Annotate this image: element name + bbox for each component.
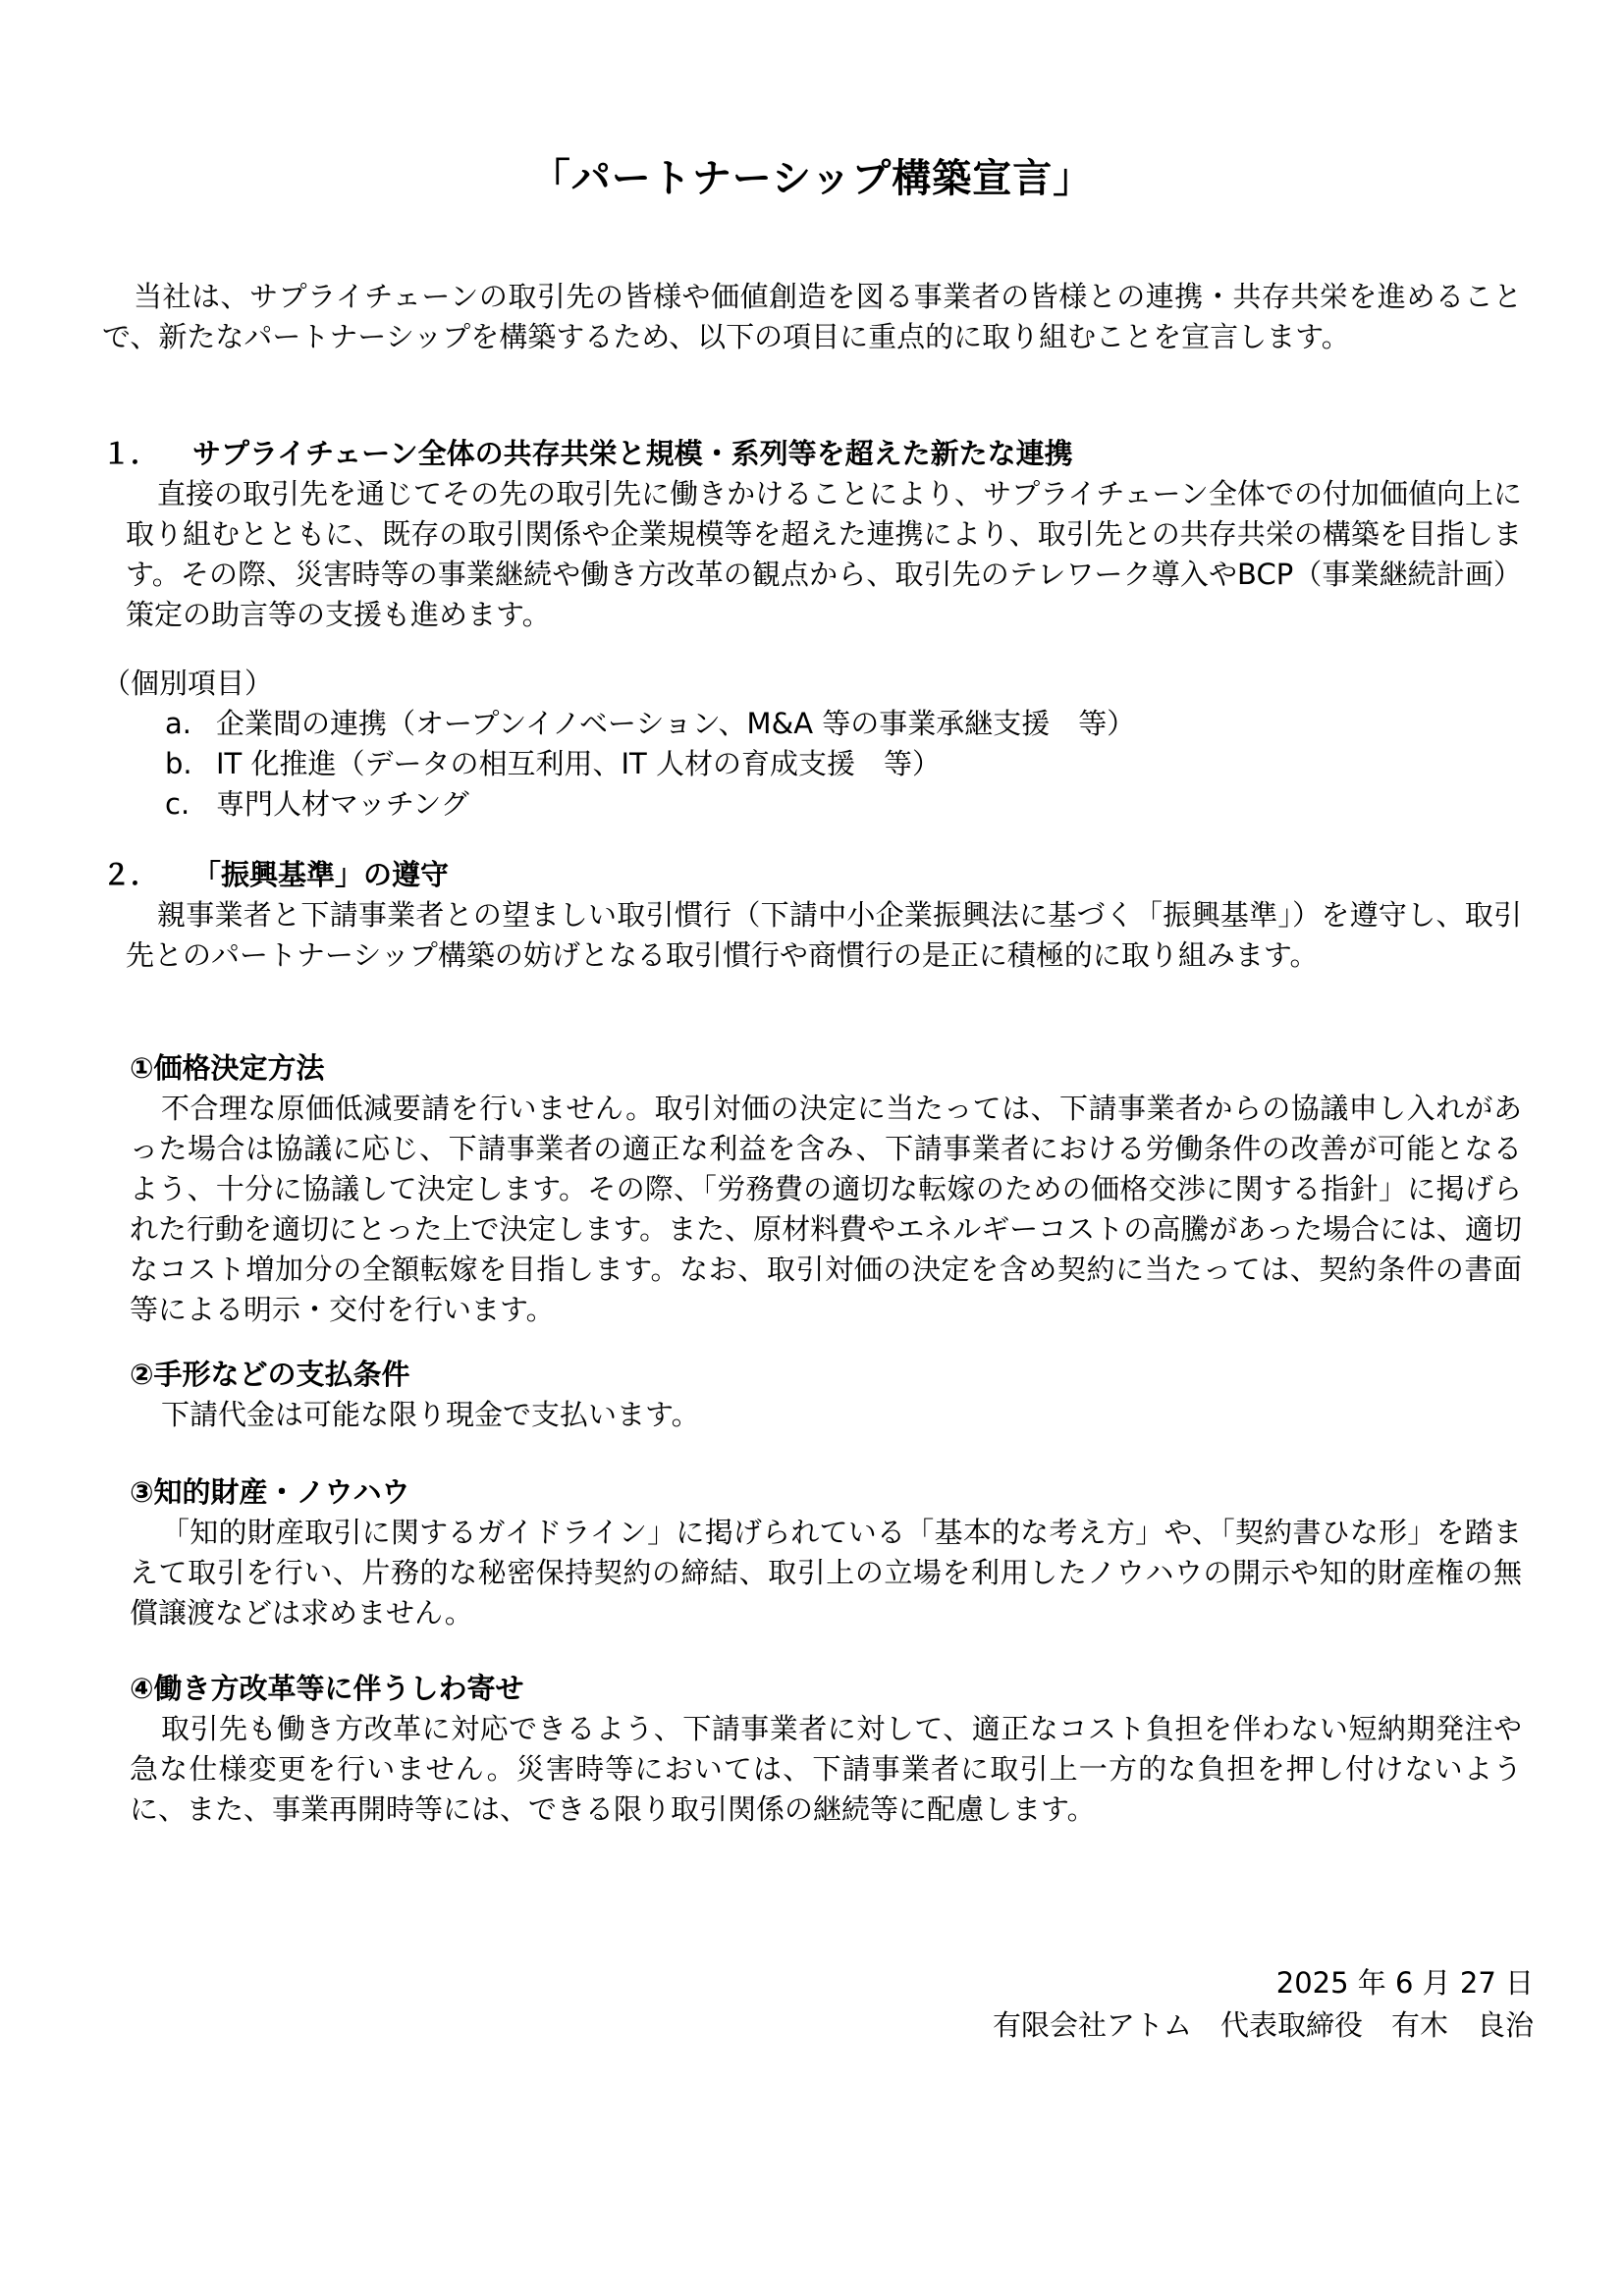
declaration-date: 2025 年 6 月 27 日: [1275, 1966, 1534, 2000]
section1-number: １．: [102, 437, 160, 470]
list-item: [165, 784, 469, 825]
subsection-heading-price: ①価格決定方法: [130, 1051, 325, 1085]
list-item-marker: c.: [165, 787, 190, 821]
signature: 有限会社アトム 代表取締役 有木 良治: [992, 2008, 1534, 2042]
subsection-body-ip: 「知的財産取引に関するガイドライン」に掲げられている「基本的な考え方」や、「契約書ひな形」を踏まえて取引を行い、片務的な秘密保持契約の締結、取引上の立場を利用したノウハウの開示や知的財産権の無償譲渡などは求めません。: [130, 1516, 1522, 1629]
list-item-text: IT 化推進（データの相互利用、IT 人材の育成支援 等）: [216, 747, 941, 780]
list-item-text: 企業間の連携（オープンイノベーション、M&A 等の事業承継支援 等）: [216, 707, 1136, 740]
section1-items-label: （個別項目）: [102, 667, 274, 700]
section2-body: 親事業者と下請事業者との望ましい取引慣行（下請中小企業振興法に基づく「振興基準」）を遵守し、取引先とのパートナーシップ構築の妨げとなる取引慣行や商慣行の是正に積極的に取り組みます。: [126, 898, 1522, 972]
list-item: [165, 704, 1135, 744]
section1-heading: [102, 434, 1073, 474]
subsection-body-workstyle: 取引先も働き方改革に対応できるよう、下請事業者に対して、適正なコスト負担を伴わない短納期発注や急な仕様変更を行いません。災害時等においては、下請事業者に取引上一方的な負担を押し付けないように、また、事業再開時等には、できる限り取引関係の継続等に配慮します。: [130, 1712, 1522, 1826]
section1-heading-text: サプライチェーン全体の共存共栄と規模・系列等を超えた新たな連携: [192, 437, 1073, 470]
subsection-heading-ip: ③知的財産・ノウハウ: [130, 1475, 410, 1509]
section2-heading: [102, 855, 449, 895]
intro-paragraph: 当社は、サプライチェーンの取引先の皆様や価値創造を図る事業者の皆様との連携・共存共栄を進めることで、新たなパートナーシップを構築するため、以下の項目に重点的に取り組むことを宣言します。: [102, 280, 1522, 353]
section2-number: ２．: [102, 858, 160, 891]
subsection-body-price: 不合理な原価低減要請を行いません。取引対価の決定に当たっては、下請事業者からの協議申し入れがあった場合は協議に応じ、下請事業者の適正な利益を含み、下請事業者における労働条件の改善が可能となるよう、十分に協議して決定します。その際、「労務費の適切な転嫁のための価格交渉に関する指針」に掲げられた行動を適切にとった上で決定します。また、原材料費やエネルギーコストの高騰があった場合には、適切なコスト増加分の全額転嫁を目指します。なお、取引対価の決定を含め契約に当たっては、契約条件の書面等による明示・交付を行います。: [130, 1092, 1522, 1326]
subsection-body-payment: 下請代金は可能な限り現金で支払います。: [161, 1398, 700, 1431]
list-item-marker: b.: [165, 747, 192, 780]
page-title: 「パートナーシップ構築宣言」: [530, 156, 1094, 201]
section2-heading-text: 「振興基準」の遵守: [192, 858, 450, 891]
subsection-heading-payment: ②手形などの支払条件: [130, 1358, 410, 1391]
section1-body: 直接の取引先を通じてその先の取引先に働きかけることにより、サプライチェーン全体での付加価値向上に取り組むとともに、既存の取引関係や企業規模等を超えた連携により、取引先との共存共栄の構築を目指します。その際、災害時等の事業継続や働き方改革の観点から、取引先のテレワーク導入やBCP（事業継続計画）策定の助言等の支援も進めます。: [126, 477, 1522, 631]
list-item: [165, 744, 941, 784]
list-item-marker: a.: [165, 707, 191, 740]
list-item-text: 専門人材マッチング: [216, 787, 469, 821]
subsection-heading-workstyle: ④働き方改革等に伴うしわ寄せ: [130, 1672, 524, 1705]
